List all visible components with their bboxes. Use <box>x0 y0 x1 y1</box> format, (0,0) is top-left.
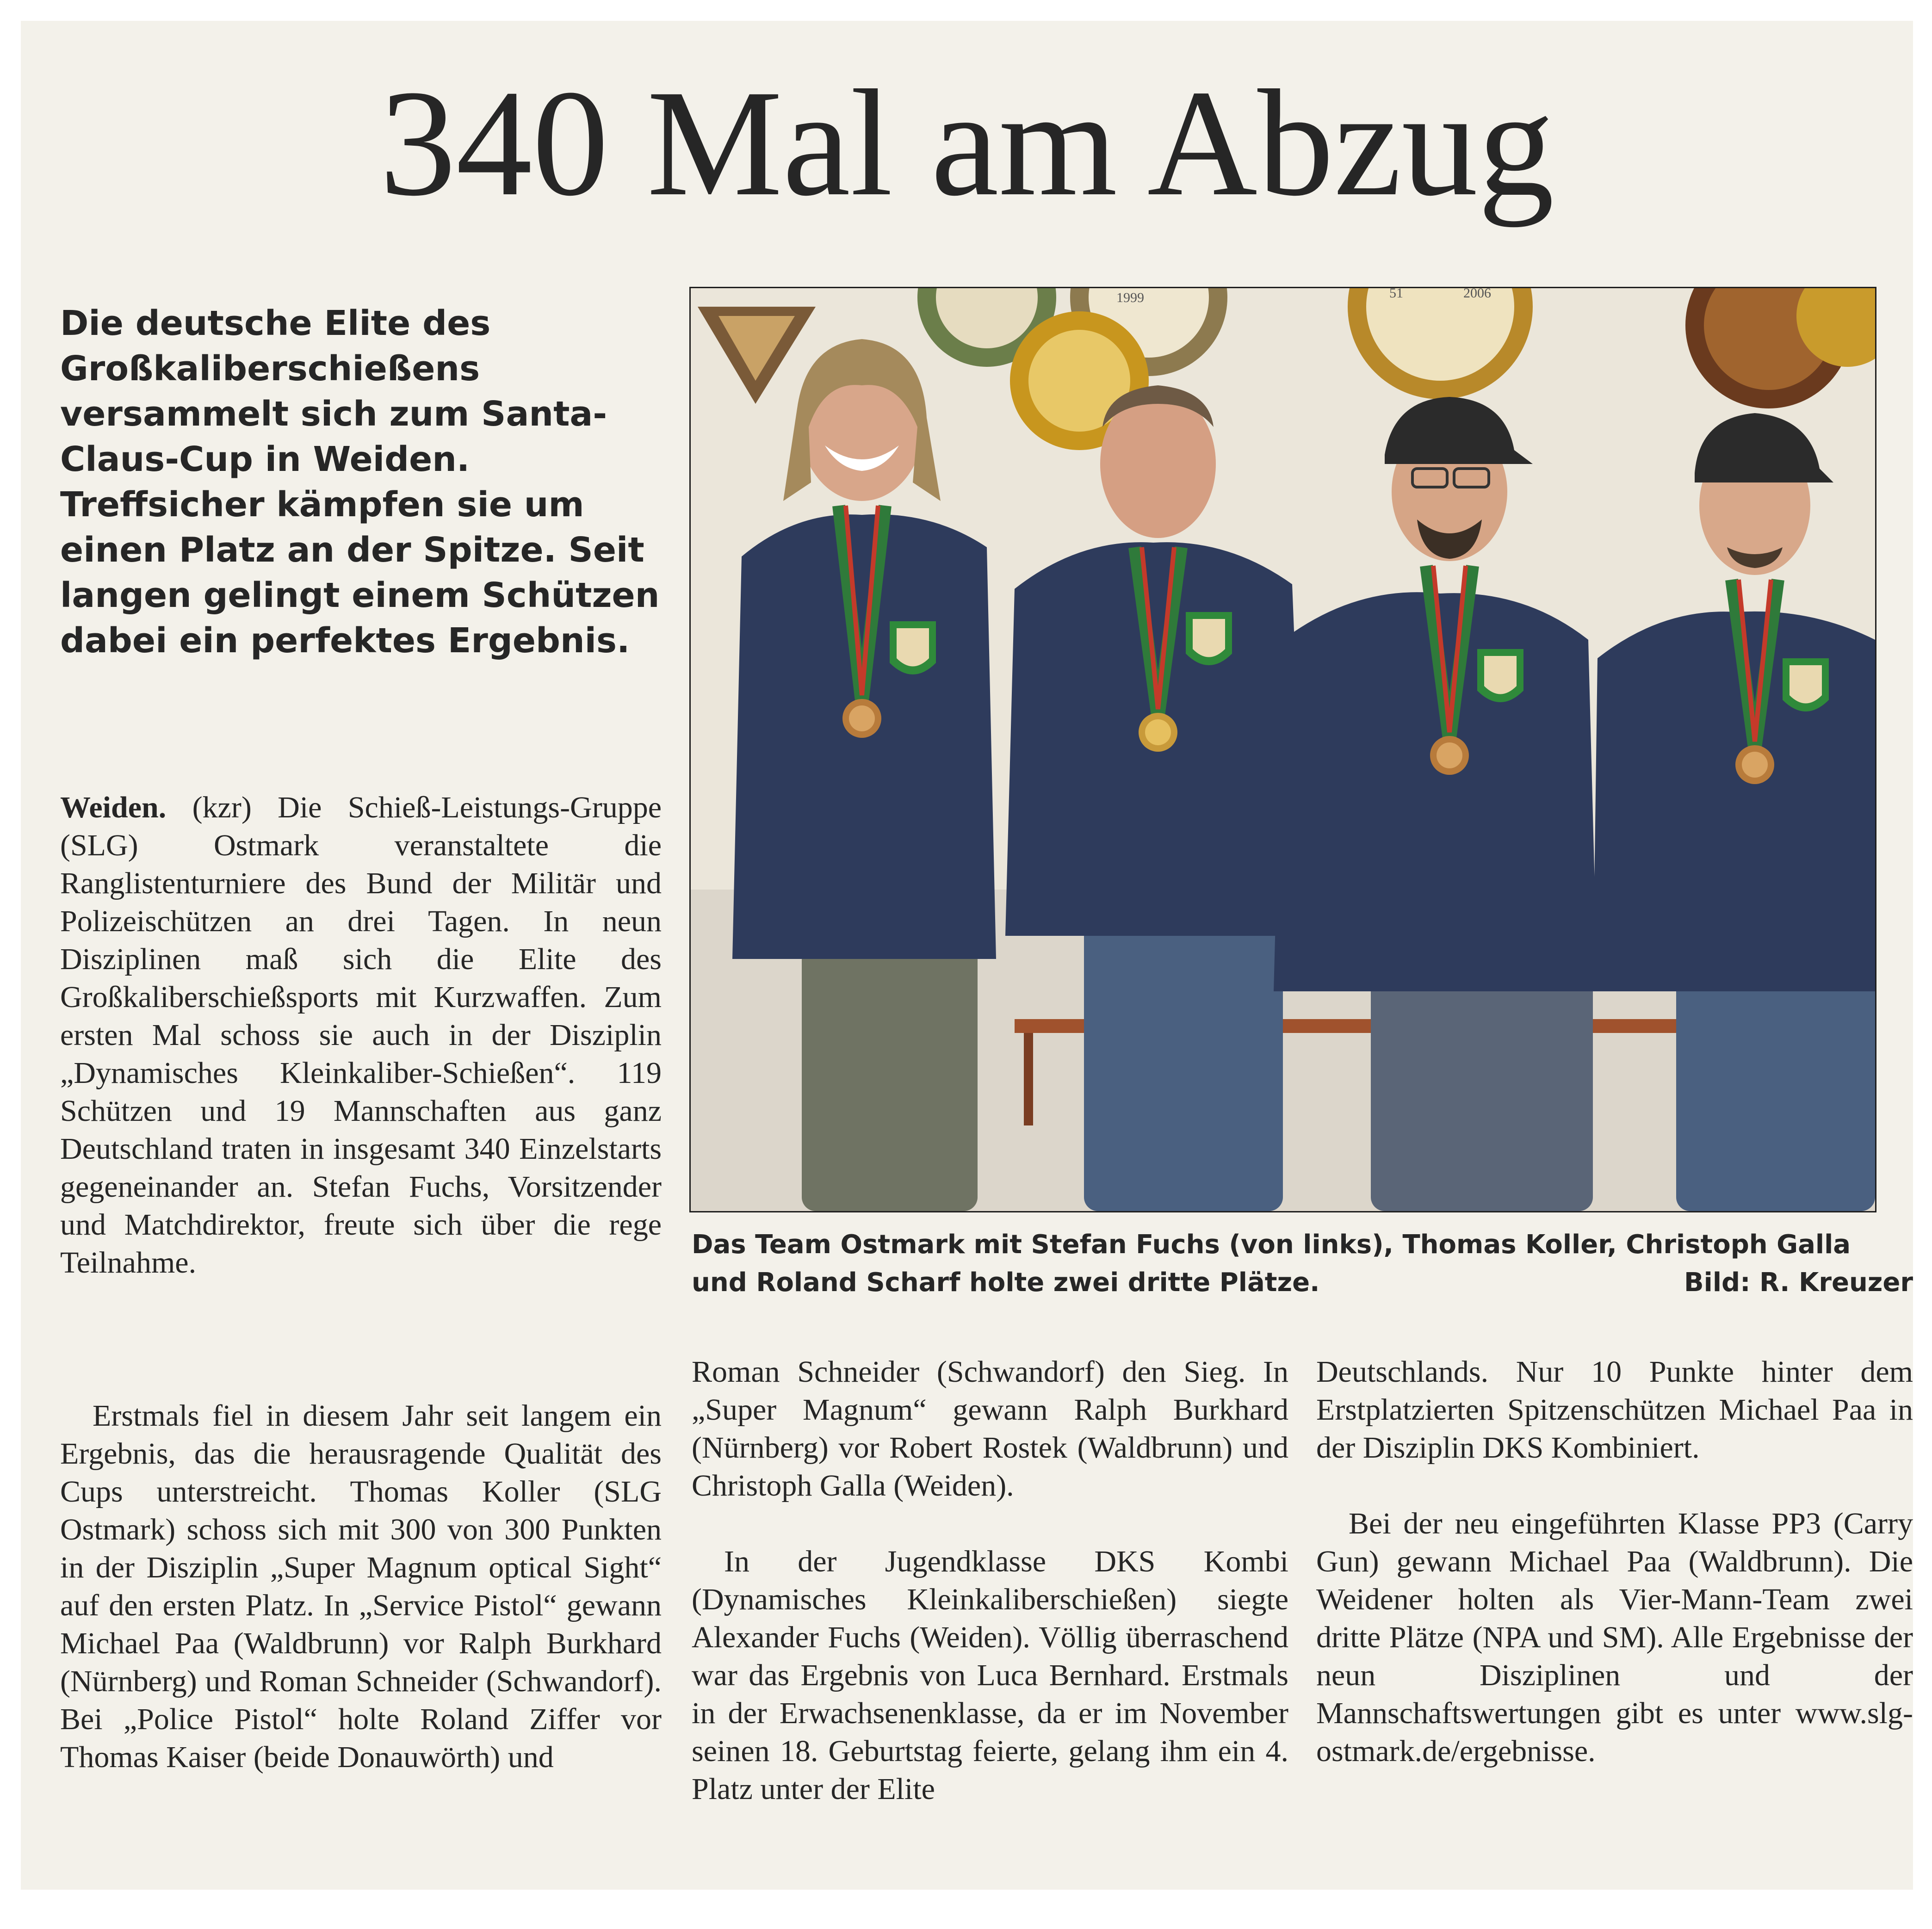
body-paragraph-3: In der Jugendklasse DKS Kombi (Dynamisches Kleinkaliberschießen) siegte Alexander Fuchs (Weiden). Völlig überraschend war das Ergebnis von Luca Bernhard. Erstmals in der Erwachsenenklasse, da er im November seinen 18. Geburtstag feierte, gelang ihm ein 4. Platz unter der Elite <box>692 1545 1288 1806</box>
body-paragraph-4: Deutschlands. Nur 10 Punkte hinter dem Erstplatzierten Spitzenschützen Michael Paa in der Disziplin DKS Kombiniert. <box>1316 1355 1913 1465</box>
headline: 340 Mal am Abzug <box>379 59 1554 228</box>
plaque-text-1: 1999 <box>1116 290 1144 305</box>
body-paragraph-5: Bei der neu eingeführten Klasse PP3 (Carry Gun) gewann Michael Paa (Waldbrunn). Die Weidener holten als Vier-Mann-Team zwei dritte Plätze (NPA und SM). Alle Ergebnisse der neun Disziplinen und der Mannschaftswertungen gibt es unter www.slg-ostmark.de/ergebnisse. <box>1316 1507 1913 1768</box>
intro-text: (kzr) Die Schieß-Leistungs-Gruppe (SLG) Ostmark veranstaltete die Ranglistenturniere des Bund der Militär und Polizeischützen an drei Tagen. In neun Disziplinen maß sich die Elite des Großkaliberschießsports mit Kurzwaffen. Zum ersten Mal schoss sie auch in der Disziplin „Dynamisches Kleinkaliber-Schießen“. 119 Schützen und 19 Mannschaften aus ganz Deutschland traten in insgesamt 340 Einzelstarts gegeneinander an. Stefan Fuchs, Vorsitzender und Matchdirektor, freute sich über die rege Teilnahme. <box>60 791 662 1280</box>
dateline: Weiden. <box>60 791 167 824</box>
newspaper-clipping <box>21 21 1913 1890</box>
team-photo <box>689 287 1876 1212</box>
column-3 <box>1316 1353 1913 1770</box>
lead-paragraph: Die deutsche Elite des Großkaliberschießens versammelt sich zum Santa-Claus-Cup in Weiden. Treffsicher kämpfen sie um einen Platz an der Spitze. Seit langen gelingt einem Schützen dabei ein perfektes Ergebnis. <box>60 303 660 661</box>
column-1-bottom <box>60 1397 662 1776</box>
body-paragraph-1: Erstmals fiel in diesem Jahr seit langem ein Ergebnis, das die herausragende Qualität des Cups unterstreicht. Thomas Koller (SLG Ostmark) schoss sich mit 300 von 300 Punkten in der Disziplin „Super Magnum optical Sight“ auf den ersten Platz. In „Service Pistol“ gewann Michael Paa (Waldbrunn) vor Ralph Burkhard (Nürnberg) und Roman Schneider (Schwandorf). Bei „Police Pistol“ holte Roland Ziffer vor Thomas Kaiser (beide Donauwörth) und <box>60 1399 662 1774</box>
photo-caption <box>692 1226 1913 1302</box>
caption-text: Das Team Ostmark mit Stefan Fuchs (von links), Thomas Koller, Christoph Galla und Roland Scharf holte zwei dritte Plätze. <box>692 1230 1851 1298</box>
photo-credit: Bild: R. Kreuzer <box>1684 1267 1913 1298</box>
plaque-text-2: 51 <box>1389 288 1403 301</box>
column-1-top <box>60 789 662 1282</box>
plaque-text-3: 2006 <box>1463 288 1491 301</box>
column-2 <box>692 1353 1288 1808</box>
intro-paragraph <box>60 789 662 1282</box>
body-paragraph-2: Roman Schneider (Schwandorf) den Sieg. In „Super Magnum“ gewann Ralph Burkhard (Nürnberg) vor Robert Rostek (Waldbrunn) und Christoph Galla (Weiden). <box>692 1355 1288 1502</box>
